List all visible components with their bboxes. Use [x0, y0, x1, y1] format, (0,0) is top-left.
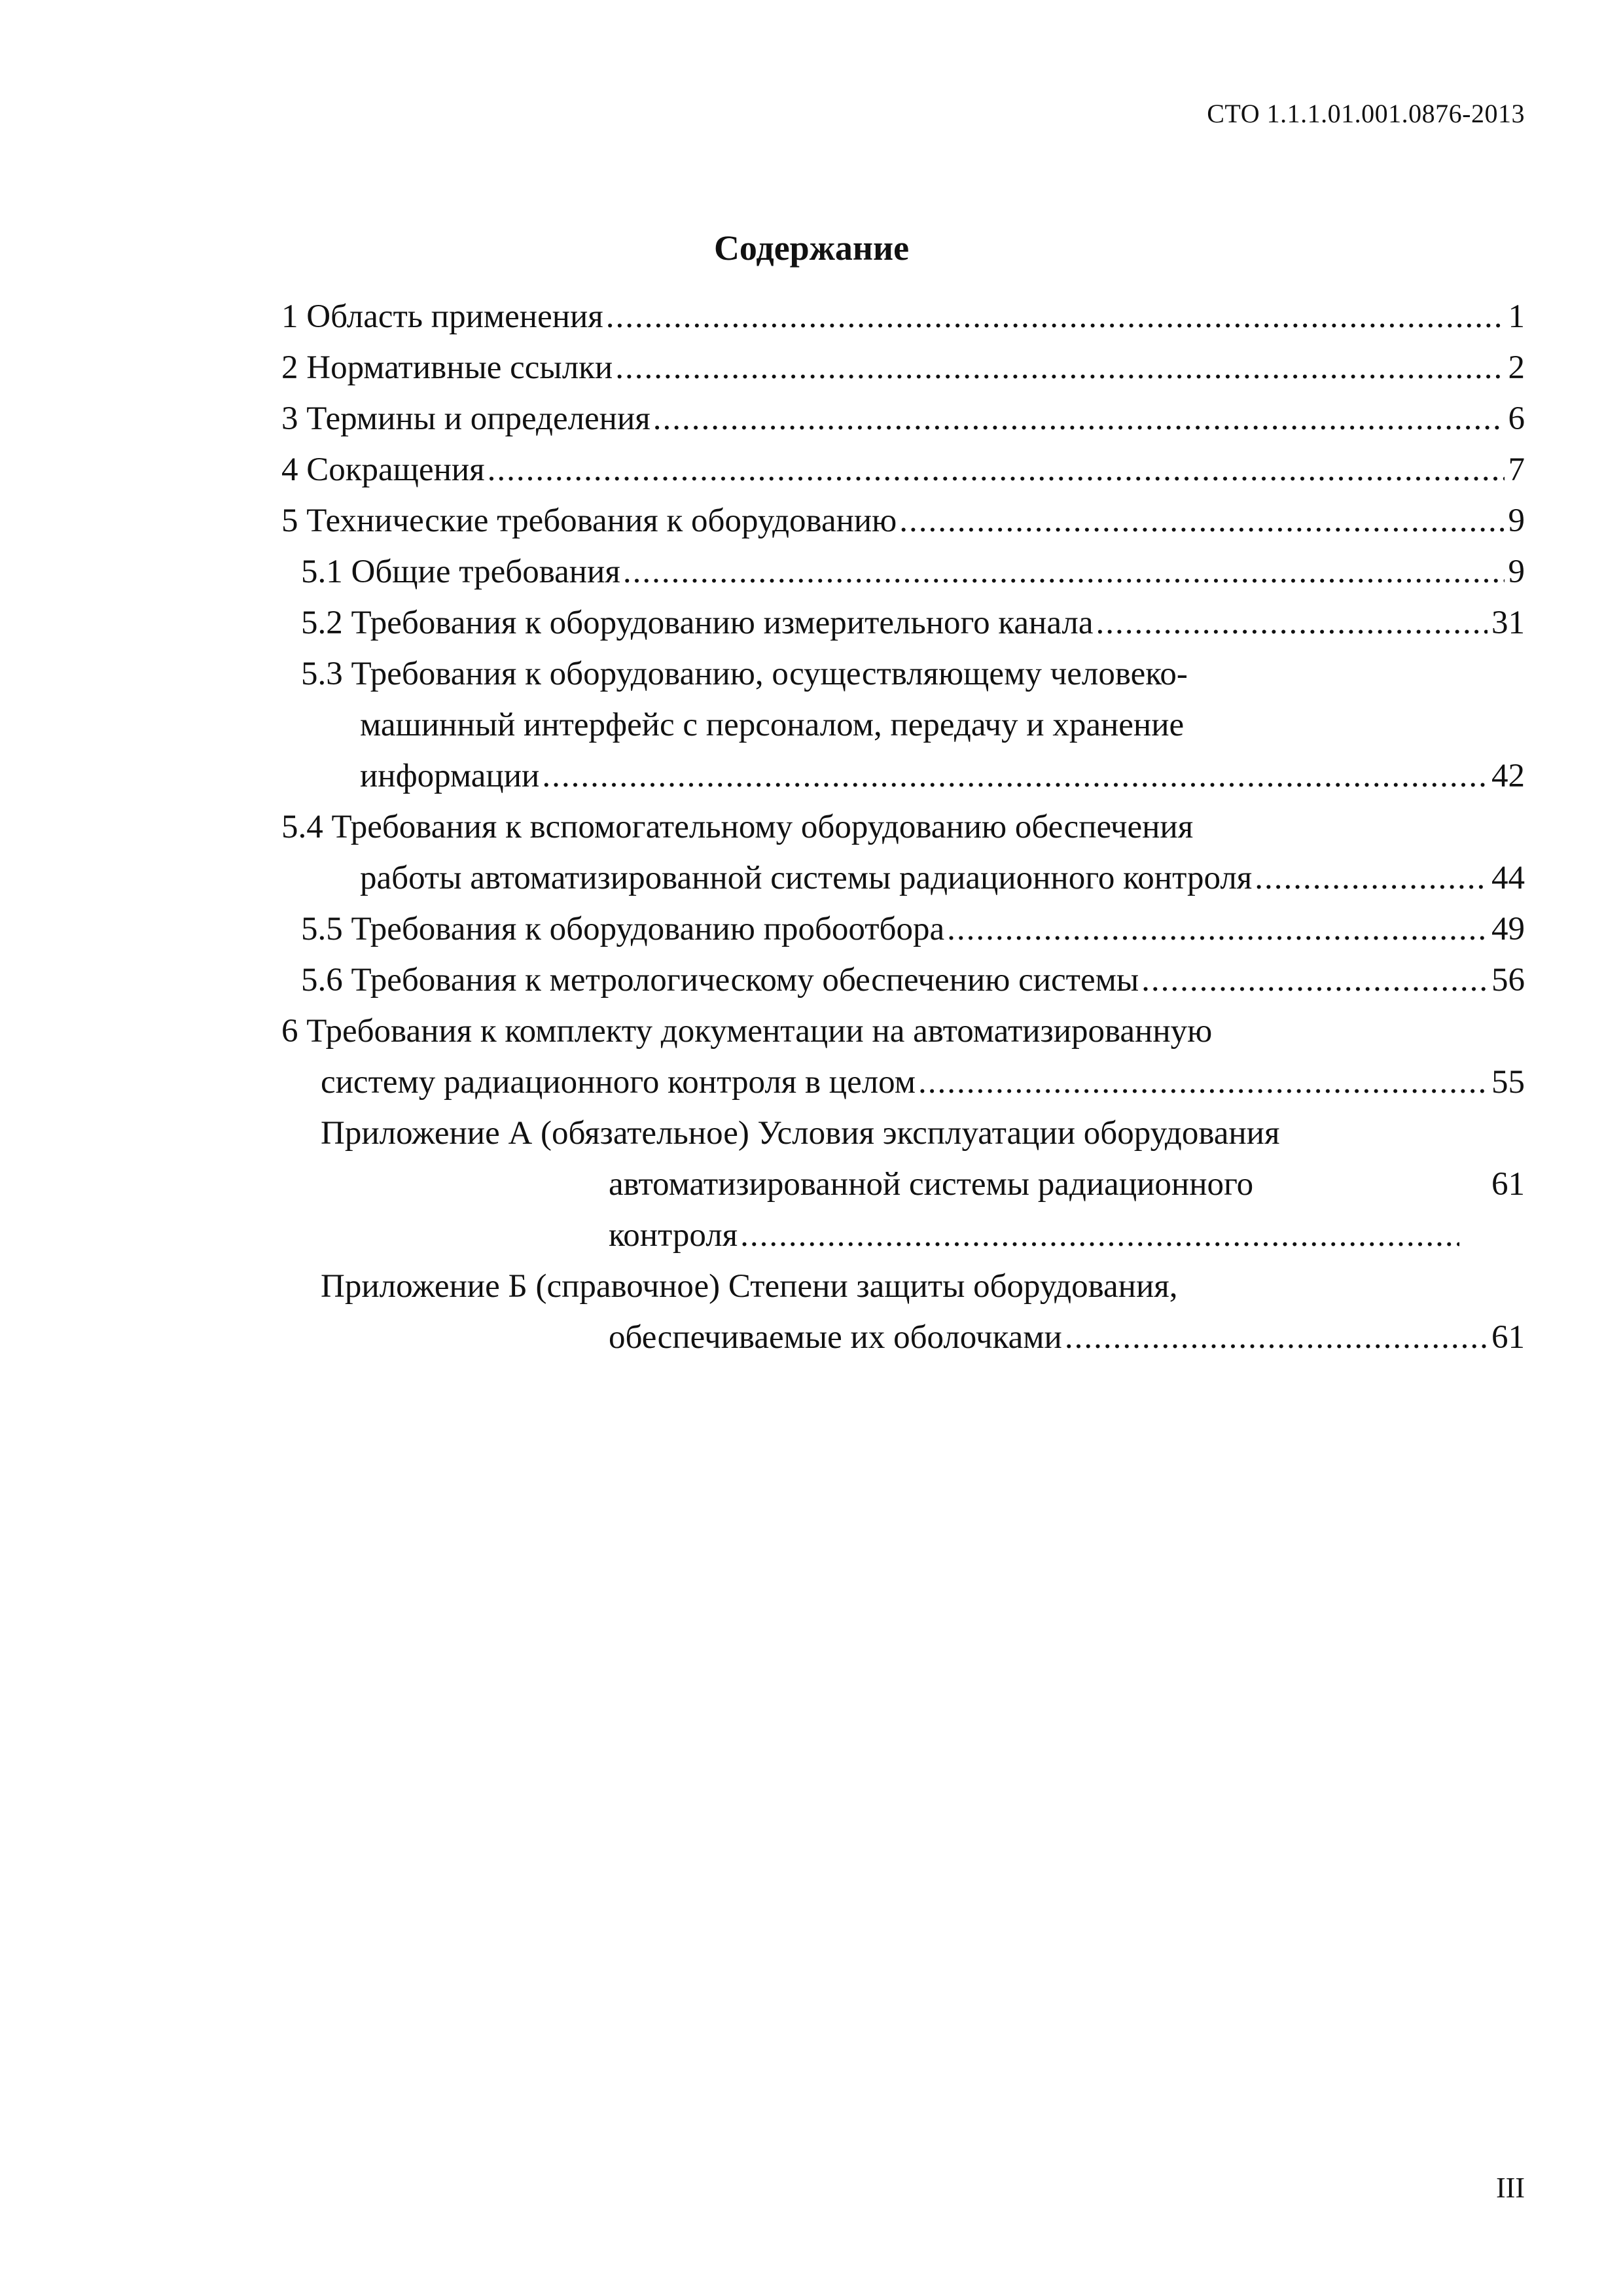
toc-entry-text: 3 Термины и определения [281, 400, 651, 437]
leader-dots [740, 1210, 1459, 1261]
toc-page-number: 56 [1491, 962, 1525, 998]
toc-entry-text: Приложение Б (справочное) Степени защиты оборудования, [321, 1268, 1178, 1305]
toc-entry-5-3[interactable] [281, 648, 1525, 802]
toc-entry-text: 5.1 Общие требования [301, 554, 620, 590]
toc-entry-appendix-a[interactable] [281, 1108, 1525, 1261]
toc-page-number: 9 [1508, 554, 1525, 590]
leader-dots [899, 495, 1504, 546]
toc-entry-text-continued: контроля [609, 1217, 738, 1254]
toc-entry-5-4[interactable] [281, 802, 1525, 904]
toc-entry-text: 5.6 Требования к метрологическому обеспечению системы [301, 962, 1139, 998]
toc-page-number: 49 [1491, 911, 1525, 947]
toc-page-number: 9 [1508, 503, 1525, 539]
toc-entry-text: 5.4 Требования к вспомогательному оборудованию обеспечения [281, 809, 1194, 845]
toc-page-number: 1 [1508, 298, 1525, 335]
toc-entry-5-2[interactable] [281, 597, 1525, 648]
toc-title: Содержание [713, 228, 910, 268]
toc-entry-6[interactable] [281, 1006, 1525, 1108]
toc-page-number: 61 [1491, 1319, 1525, 1356]
toc-entry-5[interactable] [281, 495, 1525, 546]
leader-dots [1065, 1312, 1488, 1363]
toc-entry-text-continued: работы автоматизированной системы радиационного контроля [360, 860, 1253, 896]
toc-page-number: 61 [1491, 1166, 1525, 1203]
toc-entry-text: 5.2 Требования к оборудованию измерительного канала [301, 605, 1094, 641]
toc-entry-appendix-b[interactable] [281, 1261, 1525, 1363]
toc-entry-5-6[interactable] [281, 955, 1525, 1006]
toc-page-number: 6 [1508, 400, 1525, 437]
toc-entry-4[interactable] [281, 444, 1525, 495]
toc-entry-text-continued: обеспечиваемые их оболочками [609, 1319, 1062, 1356]
toc-entry-2[interactable] [281, 342, 1525, 393]
toc-entry-text: 2 Нормативные ссылки [281, 349, 613, 386]
leader-dots [615, 342, 1504, 393]
toc-entry-text: 5.3 Требования к оборудованию, осуществляющему человеко- [301, 656, 1188, 692]
leader-dots [488, 444, 1505, 495]
toc-entry-text: 6 Требования к комплекту документации на автоматизированную [281, 1013, 1213, 1050]
toc-entry-text: Приложение А (обязательное) Условия эксплуатации оборудования [321, 1115, 1280, 1152]
toc-page-number: 55 [1491, 1064, 1525, 1101]
document-code: СТО 1.1.1.01.001.0876-2013 [1207, 99, 1525, 128]
toc-entry-text-continued: информации [360, 758, 540, 794]
page-number: III [1496, 2172, 1525, 2204]
toc-entry-text-continued: систему радиационного контроля в целом [321, 1064, 916, 1101]
leader-dots [1096, 597, 1488, 648]
toc-entry-3[interactable] [281, 393, 1525, 444]
toc-entry-5-5[interactable] [281, 904, 1525, 955]
leader-dots [947, 904, 1488, 955]
toc-entry-text: 1 Область применения [281, 298, 603, 335]
leader-dots [1141, 955, 1488, 1006]
toc-entry-text: 5 Технические требования к оборудованию [281, 503, 897, 539]
toc-entry-1[interactable] [281, 291, 1525, 342]
toc-page-number: 42 [1491, 758, 1525, 794]
toc-page-number: 31 [1491, 605, 1525, 641]
toc-page-number: 44 [1491, 860, 1525, 896]
toc-entry-text: 4 Сокращения [281, 451, 485, 488]
toc-page-number: 7 [1508, 451, 1525, 488]
leader-dots [918, 1057, 1488, 1108]
toc-entry-text-continued: автоматизированной системы радиационного [609, 1166, 1254, 1203]
toc-entry-5-1[interactable] [281, 546, 1525, 597]
leader-dots [653, 393, 1505, 444]
leader-dots [1255, 853, 1488, 904]
leader-dots [606, 291, 1505, 342]
leader-dots [542, 751, 1488, 802]
toc-entry-text-continued: машинный интерфейс с персоналом, передачу и хранение [360, 707, 1185, 743]
toc-entry-text: 5.5 Требования к оборудованию пробоотбора [301, 911, 945, 947]
toc-page-number: 2 [1508, 349, 1525, 386]
table-of-contents [281, 291, 1525, 1363]
leader-dots [623, 546, 1505, 597]
